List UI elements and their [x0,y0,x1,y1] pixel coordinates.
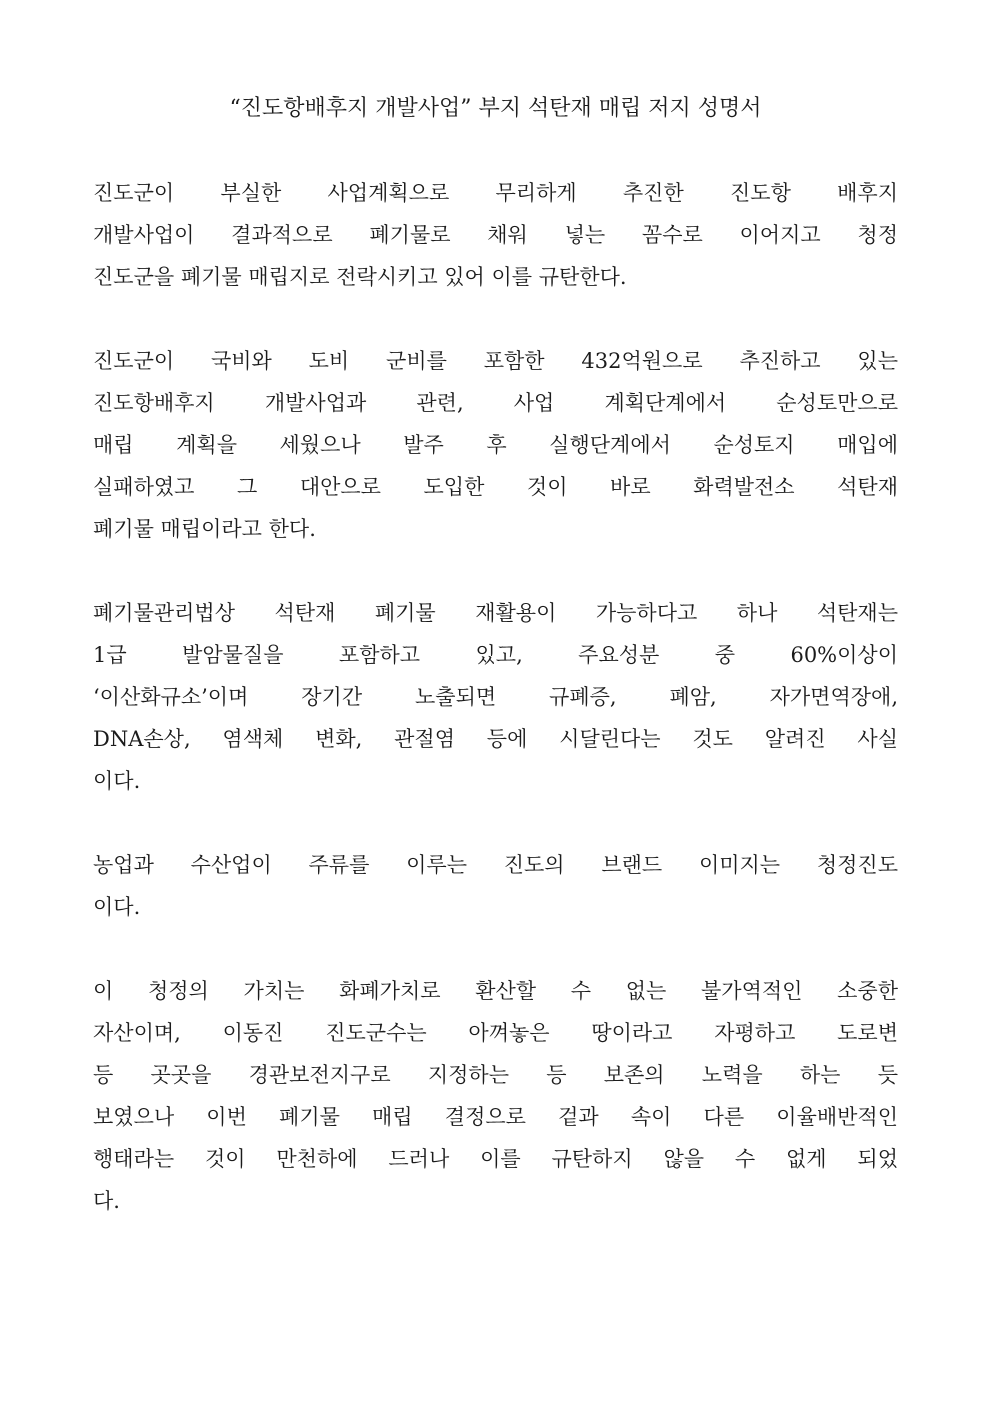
text-line: 진도항배후지 개발사업과 관련, 사업 계획단계에서 순성토만으로 [93,391,898,415]
text-line: ‘이산화규소’이며 장기간 노출되면 규폐증, 폐암, 자가면역장애, [93,685,898,709]
text-line: 진도군이 부실한 사업계획으로 무리하게 추진한 진도항 배후지 [93,181,898,205]
paragraph-5 [93,970,898,1222]
document-title: “진도항배후지 개발사업” 부지 석탄재 매립 저지 성명서 [229,96,762,121]
text-line: 행태라는 것이 만천하에 드러나 이를 규탄하지 않을 수 없게 되었 [93,1147,898,1171]
text-line: 실패하였고 그 대안으로 도입한 것이 바로 화력발전소 석탄재 [93,475,899,499]
text-line: 이다. [93,895,141,919]
text-line: 다. [93,1189,120,1213]
text-line: 등 곳곳을 경관보전지구로 지정하는 등 보존의 노력을 하는 듯 [93,1063,898,1087]
text-line: 자산이며, 이동진 진도군수는 아껴놓은 땅이라고 자평하고 도로변 [93,1021,898,1045]
paragraph-2 [93,340,898,550]
text-line: 진도군이 국비와 도비 군비를 포함한 432억원으로 추진하고 있는 [93,349,898,373]
text-line: 매립 계획을 세웠으나 발주 후 실행단계에서 순성토지 매입에 [93,433,898,457]
text-line: 진도군을 폐기물 매립지로 전락시키고 있어 이를 규탄한다. [93,265,627,289]
text-line: 이 청정의 가치는 화폐가치로 환산할 수 없는 불가역적인 소중한 [93,979,898,1003]
text-line: 1급 발암물질을 포함하고 있고, 주요성분 중 60%이상이 [93,643,898,667]
text-line: 폐기물 매립이라고 한다. [93,517,316,541]
paragraph-4 [93,844,898,928]
text-line: 개발사업이 결과적으로 폐기물로 채워 넣는 꼼수로 이어지고 청정 [93,223,898,247]
text-line: 이다. [93,769,141,793]
paragraph-1 [93,172,898,298]
text-line: 폐기물관리법상 석탄재 폐기물 재활용이 가능하다고 하나 석탄재는 [93,601,898,625]
paragraph-3 [93,592,898,802]
text-line: 보였으나 이번 폐기물 매립 결정으로 겉과 속이 다른 이율배반적인 [93,1105,898,1129]
text-line: DNA손상, 염색체 변화, 관절염 등에 시달린다는 것도 알려진 사실 [93,727,898,751]
text-line: 농업과 수산업이 주류를 이루는 진도의 브랜드 이미지는 청정진도 [93,853,898,877]
